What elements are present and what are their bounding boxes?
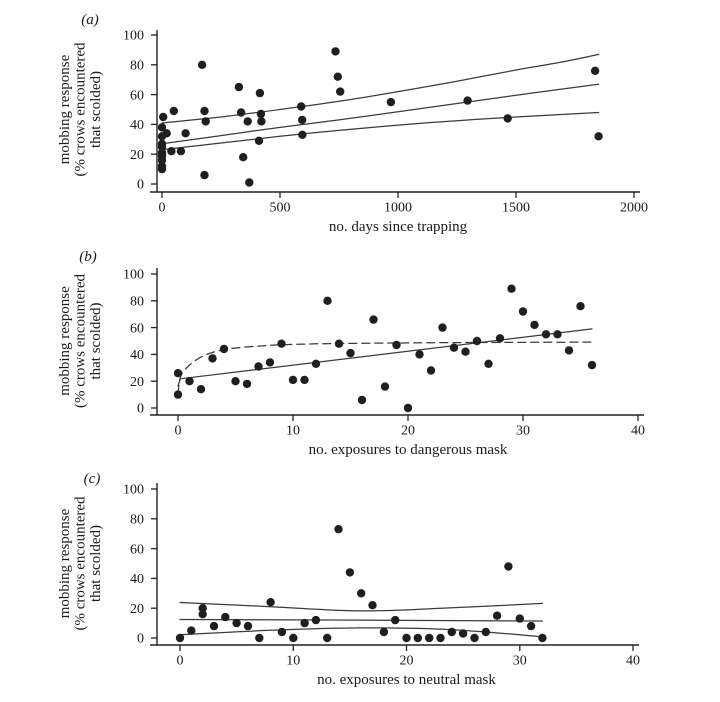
x-tick-label: 10: [286, 423, 300, 439]
data-point: [298, 116, 306, 124]
data-point: [473, 337, 481, 345]
data-point: [450, 344, 458, 352]
data-point: [368, 601, 376, 609]
fit-line: [162, 84, 599, 144]
data-point: [312, 616, 320, 624]
y-tick-label: 0: [137, 401, 144, 417]
y-axis-title-line: (% crows encountered: [72, 273, 89, 409]
data-point: [239, 153, 247, 161]
data-point: [346, 568, 354, 576]
x-axis-title: no. exposures to neutral mask: [317, 672, 496, 688]
x-tick-label: 500: [269, 200, 291, 216]
data-point: [244, 622, 252, 630]
data-point: [402, 634, 410, 642]
y-axis-title-line: that scolded): [88, 524, 104, 603]
data-point: [588, 361, 596, 369]
y-tick-label: 0: [137, 631, 144, 647]
data-point: [244, 117, 252, 125]
x-tick-label: 40: [631, 423, 645, 439]
data-point: [255, 634, 263, 642]
data-point: [185, 377, 193, 385]
y-tick-label: 40: [130, 348, 144, 364]
data-point: [208, 354, 216, 362]
data-point: [181, 129, 189, 137]
data-point: [200, 107, 208, 115]
data-point: [484, 360, 492, 368]
y-tick-label: 80: [130, 512, 144, 528]
data-point: [381, 382, 389, 390]
x-tick-label: 1000: [384, 200, 412, 216]
data-point: [237, 108, 245, 116]
data-point: [277, 340, 285, 348]
data-point: [187, 626, 195, 634]
y-axis-title-line: that scolded): [88, 70, 104, 149]
fit-line: [178, 329, 592, 386]
panel-b: [57, 249, 645, 458]
data-point: [254, 362, 262, 370]
data-point: [461, 348, 469, 356]
y-tick-label: 40: [130, 118, 144, 134]
y-tick-label: 80: [130, 58, 144, 74]
data-point: [300, 376, 308, 384]
data-point: [266, 358, 274, 366]
x-tick-label: 30: [516, 423, 530, 439]
y-tick-label: 100: [123, 28, 144, 44]
data-point: [257, 117, 265, 125]
data-point: [553, 330, 561, 338]
data-point: [174, 390, 182, 398]
y-tick-label: 100: [123, 482, 144, 498]
panel-letter: (a): [81, 12, 99, 28]
y-tick-label: 100: [123, 267, 144, 283]
y-tick-label: 60: [130, 88, 144, 104]
panel-letter: (b): [79, 249, 97, 265]
x-tick-label: 20: [399, 653, 414, 669]
data-point: [425, 634, 433, 642]
data-point: [576, 302, 584, 310]
data-point: [297, 102, 305, 110]
data-point: [436, 634, 444, 642]
lower-ci-line: [162, 113, 599, 150]
y-tick-label: 40: [130, 572, 144, 588]
data-point: [463, 96, 471, 104]
data-point: [334, 525, 342, 533]
y-axis-title-line: that scolded): [88, 302, 104, 380]
data-point: [231, 377, 239, 385]
data-point: [504, 114, 512, 122]
data-point: [312, 360, 320, 368]
data-point: [591, 67, 599, 75]
data-point: [334, 73, 342, 81]
data-point: [257, 110, 265, 118]
data-point: [266, 598, 274, 606]
data-point: [387, 98, 395, 106]
y-axis-title-line: mobbing response: [57, 508, 73, 619]
data-point: [289, 376, 297, 384]
data-point: [176, 634, 184, 642]
data-point: [357, 589, 365, 597]
y-tick-label: 80: [130, 294, 144, 310]
y-tick-label: 20: [130, 374, 144, 390]
panel-a: [57, 12, 648, 235]
data-point: [414, 634, 422, 642]
upper-ci-line: [162, 54, 599, 123]
y-axis-title-line: mobbing response: [57, 54, 73, 165]
data-point: [542, 330, 550, 338]
data-point: [504, 562, 512, 570]
data-point: [336, 87, 344, 95]
data-point: [369, 315, 377, 323]
data-point: [380, 628, 388, 636]
data-point: [167, 147, 175, 155]
panel-c: [57, 471, 640, 688]
y-tick-label: 20: [130, 147, 144, 163]
y-tick-label: 60: [130, 321, 144, 337]
y-axis-title-line: (% crows encountered: [72, 496, 89, 631]
x-tick-label: 1500: [502, 200, 530, 216]
x-tick-label: 30: [512, 653, 527, 669]
data-point: [391, 616, 399, 624]
y-axis-title-line: mobbing response: [57, 286, 73, 396]
data-point: [158, 165, 166, 173]
data-point: [197, 385, 205, 393]
data-point: [298, 131, 306, 139]
x-tick-label: 0: [176, 653, 184, 669]
y-tick-label: 20: [130, 601, 144, 617]
data-point: [159, 113, 167, 121]
x-tick-label: 20: [401, 423, 415, 439]
y-tick-label: 60: [130, 542, 144, 558]
data-point: [202, 117, 210, 125]
data-point: [255, 137, 263, 145]
data-point: [323, 297, 331, 305]
data-point: [163, 129, 171, 137]
x-tick-label: 0: [158, 200, 166, 216]
data-point: [300, 619, 308, 627]
data-point: [289, 634, 297, 642]
data-point: [415, 350, 423, 358]
data-point: [323, 634, 331, 642]
data-point: [256, 89, 264, 97]
data-point: [278, 628, 286, 636]
data-point: [170, 107, 178, 115]
data-point: [331, 47, 339, 55]
data-point: [210, 622, 218, 630]
x-tick-label: 0: [174, 423, 182, 439]
data-point: [493, 612, 501, 620]
x-tick-label: 40: [626, 653, 640, 669]
data-point: [245, 178, 253, 186]
data-point: [459, 629, 467, 637]
y-tick-label: 0: [137, 177, 144, 193]
data-point: [530, 321, 538, 329]
x-tick-label: 2000: [620, 200, 648, 216]
data-point: [404, 404, 412, 412]
panel-letter: (c): [83, 471, 101, 487]
data-point: [174, 369, 182, 377]
data-point: [538, 634, 546, 642]
data-point: [470, 634, 478, 642]
data-point: [200, 171, 208, 179]
data-point: [496, 334, 504, 342]
data-point: [199, 610, 207, 618]
data-point: [594, 132, 602, 140]
upper-ci-line: [180, 603, 542, 611]
data-point: [198, 61, 206, 69]
data-point: [427, 366, 435, 374]
data-point: [232, 619, 240, 627]
data-point: [438, 323, 446, 331]
data-point: [516, 614, 524, 622]
data-point: [235, 83, 243, 91]
data-point: [507, 285, 515, 293]
x-tick-label: 10: [286, 653, 301, 669]
data-point: [358, 396, 366, 404]
data-point: [221, 613, 229, 621]
x-axis-title: no. exposures to dangerous mask: [308, 442, 508, 458]
data-point: [482, 628, 490, 636]
data-point: [527, 622, 535, 630]
data-point: [392, 341, 400, 349]
data-point: [565, 346, 573, 354]
data-point: [519, 307, 527, 315]
data-point: [346, 349, 354, 357]
x-axis-title: no. days since trapping: [328, 219, 468, 235]
data-point: [243, 380, 251, 388]
data-point: [220, 345, 228, 353]
data-point: [448, 628, 456, 636]
data-point: [177, 147, 185, 155]
data-point: [335, 340, 343, 348]
y-axis-title-line: (% crows encountered: [72, 42, 89, 177]
